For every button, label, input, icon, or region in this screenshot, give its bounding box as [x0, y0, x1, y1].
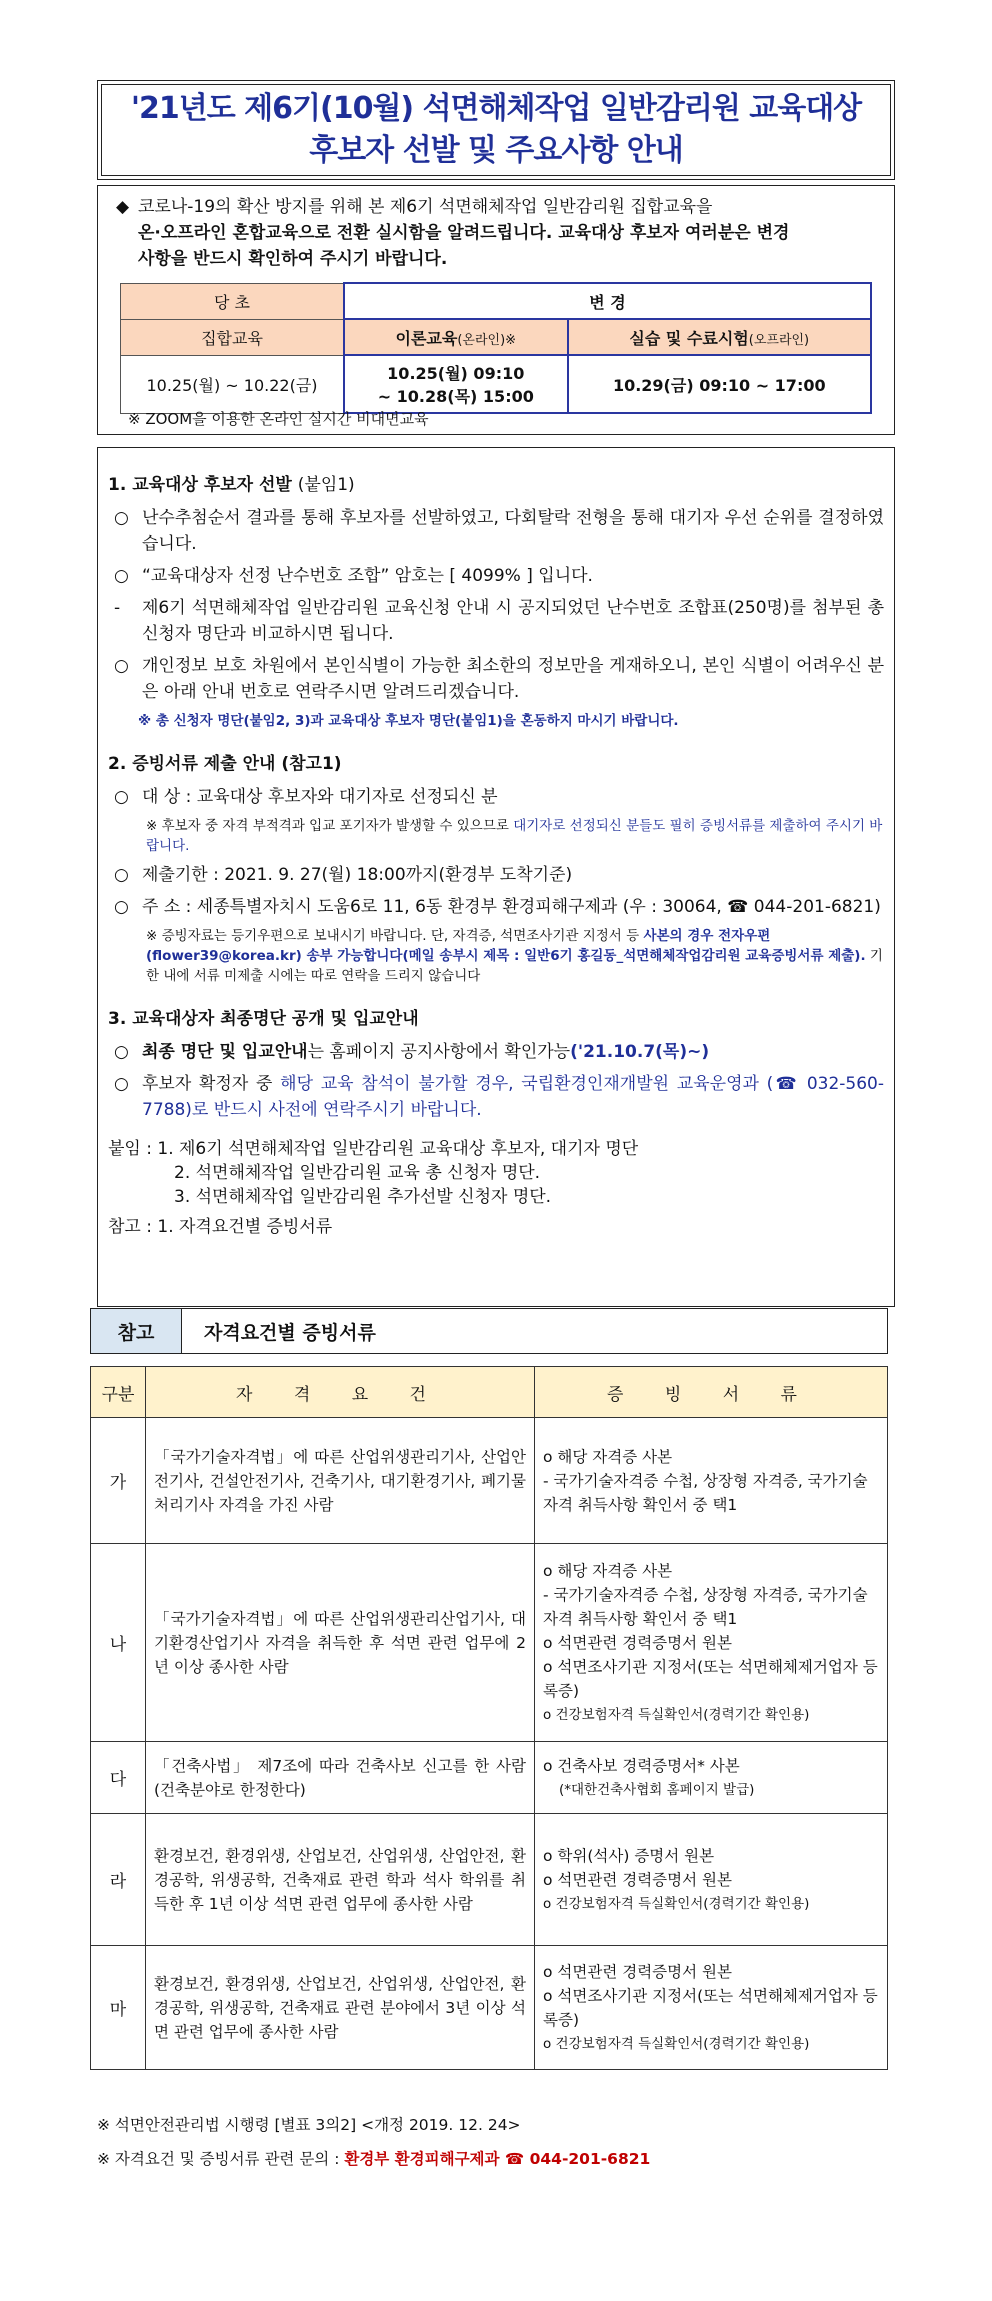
col-practice: 실습 및 수료시험(오프라인) — [568, 319, 871, 355]
changed-header: 변 경 — [344, 283, 871, 319]
attachment-1: 붙임 : 1. 제6기 석면해체작업 일반감리원 교육대상 후보자, 대기자 명단 — [108, 1139, 639, 1159]
table-row: 라 환경보건, 환경위생, 산업보건, 산업위생, 산업안전, 환경공학, 위생공학, 건축재료 관련 학과 석사 학위를 취득한 후 1년 이상 석면 관련 업무에 종사한 사람 o 학위(석사) 증명서 원본 o 석면관련 경력증명서 원본 o 건강보험자격 득실확인서(경력기간 확인용) — [91, 1814, 888, 1946]
header-requirement: 자 격 요 건 — [146, 1367, 535, 1418]
practice-date: 10.29(금) 09:10 ~ 17:00 — [568, 355, 871, 413]
attachment-2: 2. 석면해체작업 일반감리원 교육 총 신청자 명단. — [174, 1163, 541, 1183]
section3-title: 3. 교육대상자 최종명단 공개 및 입교안내 — [108, 1009, 419, 1029]
circle-bullet-icon: ○ — [114, 1042, 129, 1062]
reference-title: 자격요건별 증빙서류 — [204, 1321, 376, 1344]
reference-header — [90, 1308, 888, 1354]
table-row: 마 환경보건, 환경위생, 산업보건, 산업위생, 산업안전, 환경공학, 위생공학, 건축재료 관련 분야에서 3년 이상 석면 관련 업무에 종사한 사람 o 석면관련 경력증명서 원본 o 석면조사기관 지정서(또는 석면해체제거업자 등록증) o 건강보험자격 득실확인서(경력기간 확인용) — [91, 1946, 888, 2070]
table-row: 나 「국가기술자격법」에 따른 산업위생관리산업기사, 대기환경산업기사 자격을 취득한 후 석면 관련 업무에 2년 이상 종사한 사람 o 해당 자격증 사본 - 국가기술자격증 수첩, 상장형 자격증, 국가기술자격 취득사항 확인서 중 택1 o 석면관련 경력증명서 원본 o 석면조사기관 지정서(또는 석면해체제거업자 등록증) o 건강보험자격 득실확인서(경력기간 확인용) — [91, 1544, 888, 1742]
circle-bullet-icon: ○ — [114, 865, 129, 885]
col-original: 집합교육 — [121, 319, 345, 355]
page-title-line1: '21년도 제6기(10월) 석면해체작업 일반감리원 교육대상 — [130, 91, 862, 126]
notice-box — [97, 185, 895, 435]
original-date: 10.25(월) ~ 10.22(금) — [121, 355, 345, 413]
title-box — [97, 80, 895, 180]
section1-title: 1. 교육대상 후보자 선발 (붙임1) — [108, 475, 355, 495]
main-box: 1. 교육대상 후보자 선발 (붙임1) ○ 난수추첨순서 결과를 통해 후보자를 선발하였고, 다회탈락 전형을 통해 대기자 우선 순위를 결정하였습니다. ○ “교육대상자 선정 난수번호 조합” 암호는 [ 4099% ] 입니다. - 제6기 석면해체작업 일반감리원 교육신청 안내 시 공지되었던 난수번호 조합표(250명)를 첨부된 총 신청자 명단과 비교하시면 됩니다. ○ 개인정보 보호 차원에서 본인식별이 가능한 최소한의 정보만을 게재하오니, 본인 식별이 어려우신 분은 아래 안내 번호로 연락주시면 알려드리겠습니다. ※ 총 신청자 명단(붙임2, 3)과 교육대상 후보자 명단(붙임1)을 혼동하지 마시기 바랍니다. 2. 증빙서류 제출 안내 (참고1) ○ 대 상 : 교육대상 후보자와 대기자로 선정되신 분 ※ 후보자 중 자격 부적격과 입교 포기자가 발생할 수 있으므로 대기자로 선정되신 분들도 필히 증빙서류를 제출하여 주시기 바랍니다. ○ 제출기한 : 2021. 9. 27(월) 18:00까지(환경부 도착기준) ○ 주 소 : 세종특별자치시 도움6로 11, 6동 환경부 환경피해구제과 (우 : 30064, ☎ 044-201-6821) ※ 증빙자료는 등기우편으로 보내시기 바랍니다. 단, 자격증, 석면조사기관 지정서 등 사본의 경우 전자우편(flower39@korea.kr) 송부 가능합니다(메일 송부시 제목 : 일반6기 홍길동_석면해체작업감리원 교육증빙서류 제출). 기한 내에 서류 미제출 시에는 따로 연락을 드리지 않습니다 3. 교육대상자 최종명단 공개 및 입교안내 ○ 최종 명단 및 입교안내는 홈페이지 공지사항에서 확인가능('21.10.7(목)~) ○ 후보자 확정자 중 해당 교육 참석이 불가할 경우, 국립환경인재개발원 교육운영과 (☎ 032-560-7788)로 반드시 사전에 연락주시기 바랍니다. 붙임 : 1. 제6기 석면해체작업 일반감리원 교육대상 후보자, 대기자 명단 2. 석면해체작업 일반감리원 교육 총 신청자 명단. 3. 석면해체작업 일반감리원 추가선발 신청자 명단. 참고 : 1. 자격요건별 증빙서류 — [97, 447, 895, 1307]
zoom-note: ※ ZOOM을 이용한 온라인 실시간 비대면교육 — [128, 410, 429, 428]
reference-1: 참고 : 1. 자격요건별 증빙서류 — [108, 1217, 333, 1237]
section1-note: ※ 총 신청자 명단(붙임2, 3)과 교육대상 후보자 명단(붙임1)을 혼동하지 마시기 바랍니다. — [138, 713, 679, 729]
circle-bullet-icon: ○ — [114, 1074, 129, 1094]
section2-title: 2. 증빙서류 제출 안내 (참고1) — [108, 754, 342, 774]
schedule-change-table — [120, 282, 872, 414]
section2-note2: ※ 증빙자료는 등기우편으로 보내시기 바랍니다. 단, 자격증, 석면조사기관 지정서 등 사본의 경우 전자우편(flower39@korea.kr) 송부 가능합니다(메일 송부시 제목 : 일반6기 홍길동_석면해체작업감리원 교육증빙서류 제출). 기한 내에 서류 미제출 시에는 따로 연락을 드리지 않습니다 — [146, 928, 883, 984]
theory-date: 10.25(월) 09:10 ~ 10.28(목) 15:00 — [344, 355, 568, 413]
table-row: 가 「국가기술자격법」에 따른 산업위생관리기사, 산업안전기사, 건설안전기사, 건축기사, 대기환경기사, 폐기물처리기사 자격을 가진 사람 o 해당 자격증 사본 - 국가기술자격증 수첩, 상장형 자격증, 국가기술자격 취득사항 확인서 중 택1 — [91, 1418, 888, 1544]
diamond-bullet-icon: ◆ — [116, 197, 130, 217]
original-header: 당 초 — [121, 283, 345, 319]
circle-bullet-icon: ○ — [114, 656, 129, 676]
circle-bullet-icon: ○ — [114, 787, 129, 807]
col-theory: 이론교육(온라인)※ — [344, 319, 568, 355]
reference-tag: 참고 — [91, 1309, 182, 1353]
page-title-line2: 후보자 선발 및 주요사항 안내 — [309, 133, 683, 168]
dash-bullet-icon: - — [114, 598, 121, 618]
circle-bullet-icon: ○ — [114, 897, 129, 917]
section2-note1: ※ 후보자 중 자격 부적격과 입교 포기자가 발생할 수 있으므로 대기자로 선정되신 분들도 필히 증빙서류를 제출하여 주시기 바랍니다. — [146, 818, 883, 854]
header-documents: 증 빙 서 류 — [535, 1367, 888, 1418]
table-row: 다 「건축사법」 제7조에 따라 건축사보 신고를 한 사람(건축분야로 한정한다) o 건축사보 경력증명서* 사본 (*대한건축사협회 홈페이지 발급) — [91, 1742, 888, 1814]
contact-note: ※ 자격요건 및 증빙서류 관련 문의 : 환경부 환경피해구제과 ☎ 044-201-6821 — [97, 2150, 651, 2168]
attachment-3: 3. 석면해체작업 일반감리원 추가선발 신청자 명단. — [174, 1187, 552, 1207]
notice-text: ◆ 코로나-19의 확산 방지를 위해 본 제6기 석면해체작업 일반감리원 집합교육을 온·오프라인 혼합교육으로 전환 실시함을 알려드립니다. 교육대상 후보자 여러분은 변경 사항을 반드시 확인하여 주시기 바랍니다. — [116, 194, 876, 272]
circle-bullet-icon: ○ — [114, 566, 129, 586]
qualification-table — [90, 1366, 888, 2070]
header-category: 구분 — [91, 1367, 146, 1418]
circle-bullet-icon: ○ — [114, 508, 129, 528]
law-note: ※ 석면안전관리법 시행령 [별표 3의2] <개정 2019. 12. 24> — [97, 2116, 521, 2134]
footer — [97, 2108, 650, 2176]
